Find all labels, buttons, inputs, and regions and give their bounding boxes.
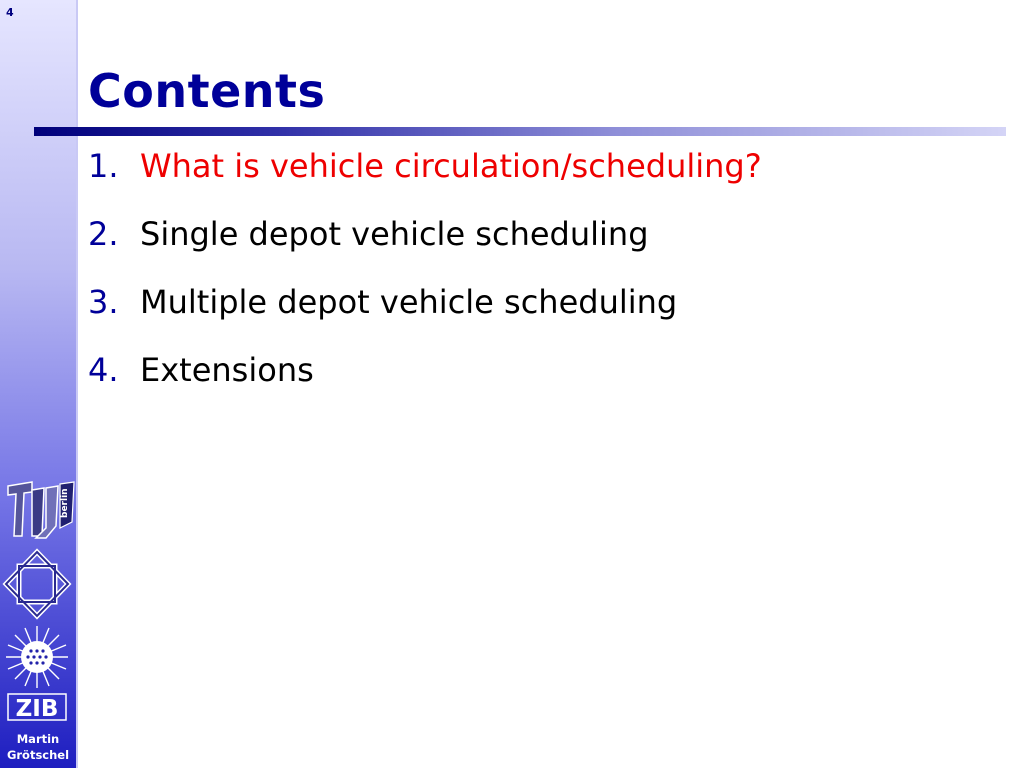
contents-item (88, 144, 762, 212)
contents-item (88, 212, 762, 280)
svg-text:berlin: berlin (60, 488, 70, 518)
item-number: 2. (88, 215, 119, 253)
svg-text:ZIB: ZIB (15, 696, 59, 722)
star-logo (2, 548, 72, 620)
item-text: Extensions (140, 351, 314, 389)
author-first-name: Martin (16, 732, 60, 746)
item-text: What is vehicle circulation/scheduling? (140, 147, 762, 185)
item-number: 1. (88, 147, 119, 185)
title-underline (34, 127, 1006, 136)
item-number: 4. (88, 351, 119, 389)
page-number: 4 (6, 6, 14, 19)
item-text: Multiple depot vehicle scheduling (140, 283, 678, 321)
contents-item (88, 280, 762, 348)
contents-item (88, 348, 762, 416)
sidebar (0, 0, 78, 768)
author-last-name: Grötschel (6, 748, 70, 762)
slide-title: Contents (88, 64, 326, 118)
tu-berlin-logo (2, 478, 80, 544)
contents-list (88, 144, 762, 416)
zib-logo (6, 626, 68, 722)
item-text: Single depot vehicle scheduling (140, 215, 649, 253)
item-number: 3. (88, 283, 119, 321)
